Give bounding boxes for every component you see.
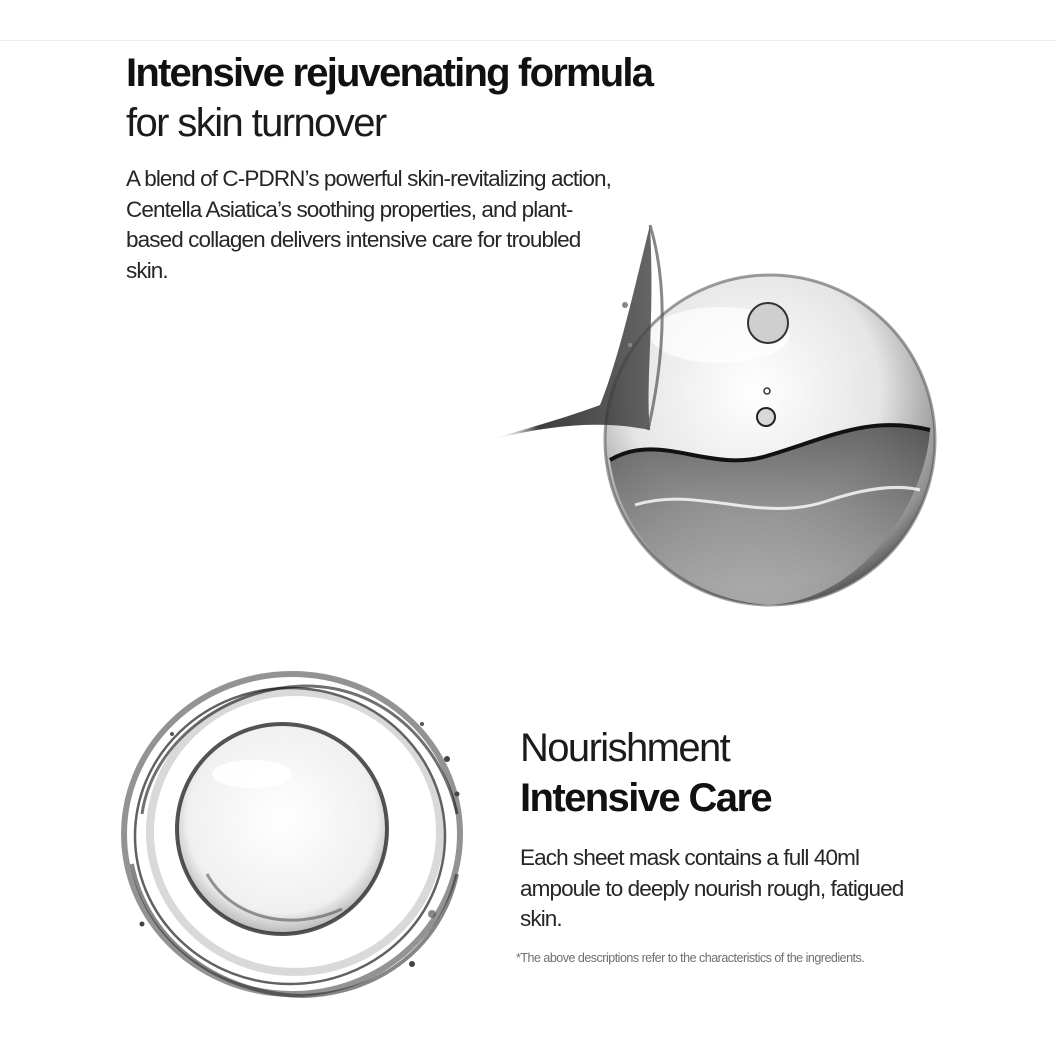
water-sphere-splash-image (470, 205, 940, 615)
section2-title-light: Nourishment (520, 726, 730, 770)
section1-title-bold: Intensive rejuvenating formula (126, 51, 653, 95)
ingredient-disclaimer: *The above descriptions refer to the characteristics of the ingredients. (516, 951, 865, 965)
section2-description: Each sheet mask contains a full 40ml ampoule to deeply nourish rough, fatigued skin. (520, 845, 904, 931)
section1-description: A blend of C-PDRN’s powerful skin-revitalizing action, Centella Asiatica’s soothing properties, and plant-based collagen delivers intensive care for troubled skin. (126, 166, 611, 283)
section1-title-light: for skin turnover (126, 101, 386, 145)
section2-title-bold: Intensive Care (520, 776, 772, 820)
top-divider (0, 40, 1057, 41)
water-ring-splash-image (112, 664, 472, 1014)
